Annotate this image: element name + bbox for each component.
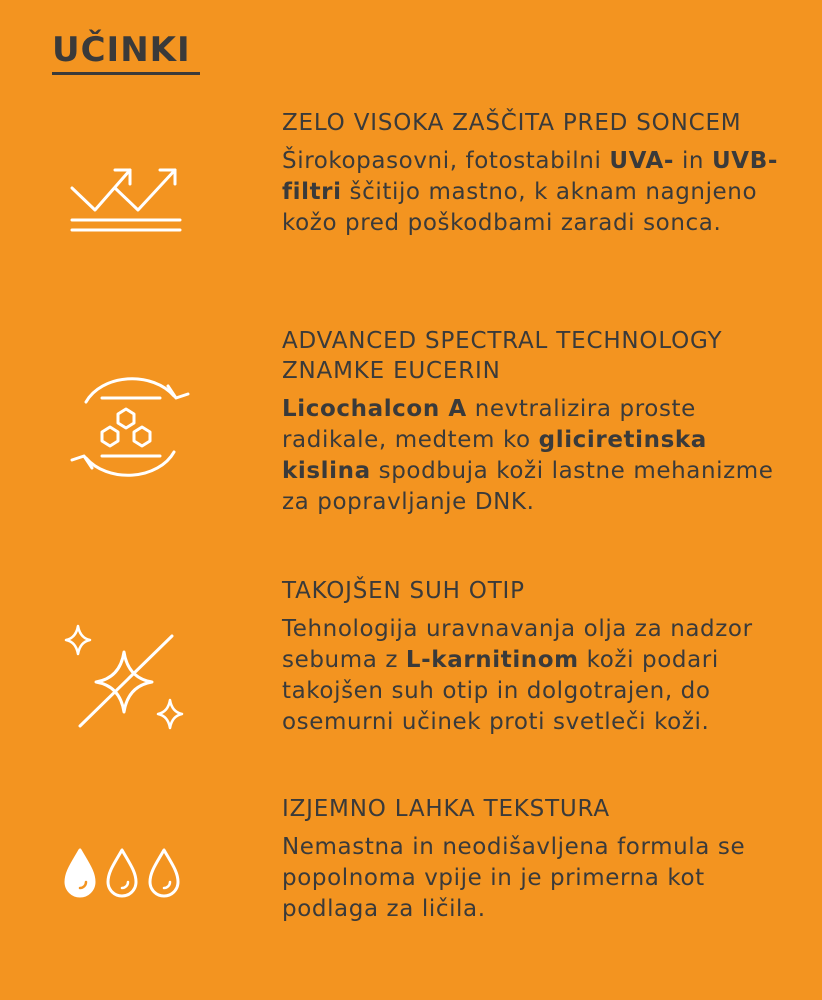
- rising-arrows-icon: [60, 138, 210, 238]
- feature-body: [282, 614, 802, 738]
- title-underline: [52, 72, 200, 75]
- molecule-cycle-icon: [60, 372, 210, 482]
- feature-heading: IZJEMNO LAHKA TEKSTURA: [282, 796, 610, 822]
- body-text: koži podari takojšen suh otip in dolgotrajen, do osemurni učinek proti svetleči koži.: [282, 647, 719, 735]
- body-highlight: L-karnitinom: [405, 647, 579, 673]
- body-highlight: UVA-: [609, 148, 675, 174]
- feature-heading: ADVANCED SPECTRAL TECHNOLOGY ZNAMKE EUCERIN: [282, 328, 723, 384]
- body-text: Nemastna in neodišavljena formula se popolnoma vpije in je primerna kot podlaga za ličila.: [282, 834, 746, 922]
- body-text: in: [674, 148, 713, 174]
- droplets-icon: [60, 846, 210, 906]
- page-title: UČINKI: [52, 30, 191, 70]
- feature-body: [282, 146, 802, 239]
- body-text: spodbuja koži lastne mehanizme za popravljanje DNK.: [282, 458, 774, 515]
- feature-heading: ZELO VISOKA ZAŠČITA PRED SONCEM: [282, 110, 742, 136]
- sparkles-icon: [60, 622, 210, 742]
- body-highlight: gliciretinska kislina: [282, 427, 707, 484]
- feature-heading: TAKOJŠEN SUH OTIP: [282, 578, 525, 604]
- body-text: Tehnologija uravnavanja olja za nadzor sebuma z: [282, 616, 753, 673]
- body-text: nevtralizira proste radikale, medtem ko: [282, 396, 696, 453]
- feature-body: [282, 832, 802, 925]
- feature-body: [282, 394, 802, 518]
- body-text: Širokopasovni, fotostabilni: [282, 148, 610, 174]
- body-highlight: UVB-filtri: [282, 148, 778, 205]
- body-highlight: Licochalcon A: [282, 396, 467, 422]
- body-text: ščitijo mastno, k aknam nagnjeno kožo pred poškodbami zaradi sonca.: [282, 179, 758, 236]
